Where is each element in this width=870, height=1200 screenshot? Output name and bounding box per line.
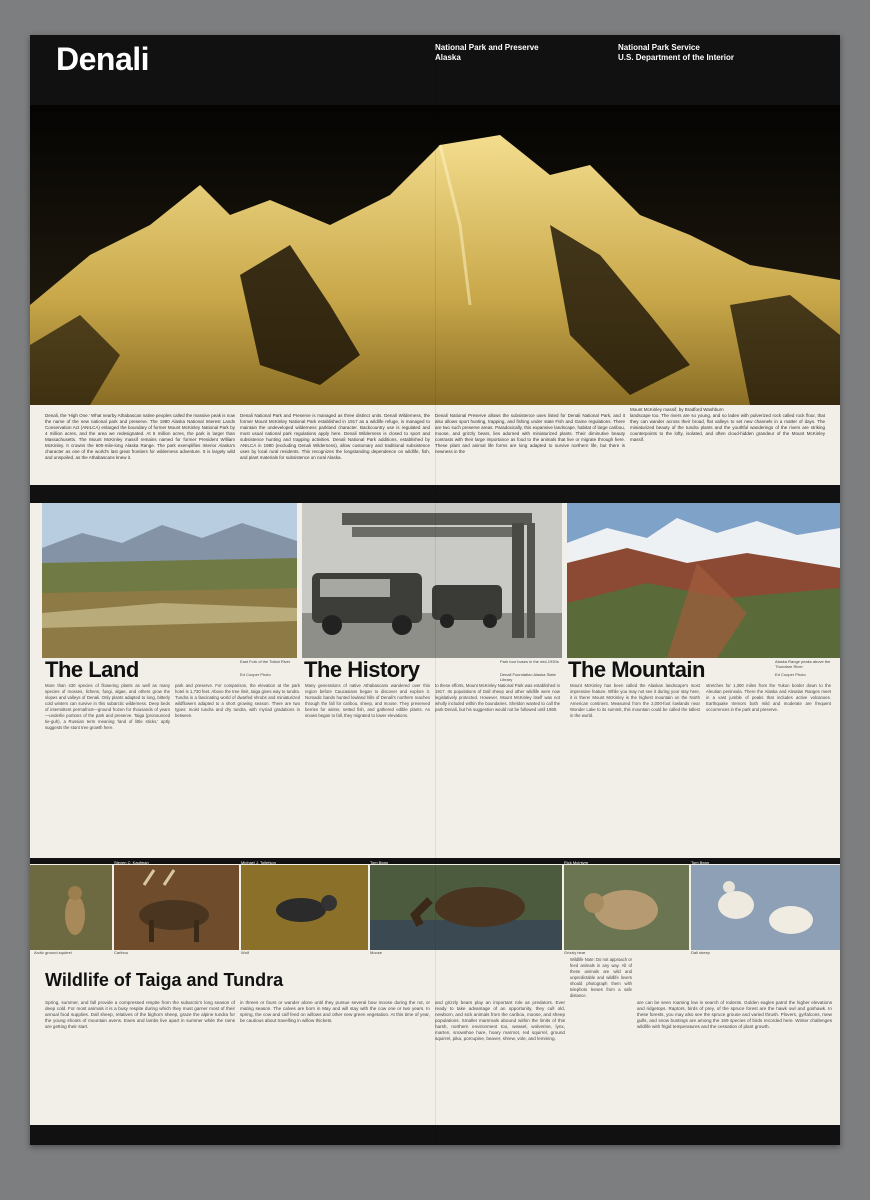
photo-credit: Ed Cooper Photo <box>240 672 271 677</box>
wildlife-photo-credit: Rick McIntyre <box>564 860 589 865</box>
intro-column: landscape too. The rivers are so young, and so laden with pulverized rock called rock flour, that they can wander across their broad, flat valleys to set new channels in a matter of days. The miniaturized beauty of the tundra plants and the youthful wanderings of the rivers are striking counterpoints to the lofty, isolated, and often cloud-hidden grandeur of the Mount McKinley massif. <box>630 413 825 442</box>
wildlife-title: Wildlife of Taiga and Tundra <box>45 970 284 990</box>
wildlife-photo-credit: Steven C. Kaufman <box>114 860 149 865</box>
grizzly-photo <box>564 865 689 950</box>
wildlife-photo-label: Arctic ground squirrel <box>34 950 72 955</box>
wildlife-photo-label: Moose <box>370 950 383 955</box>
photo-caption: Park tour buses in the mid-1930s <box>500 659 559 664</box>
mountain-column: stretches for 1,300 miles from the Yukon border down to the Aleutian peninsula. There the Alaska and Aleutian Ranges meet in a vast jumble of peaks that includes active volcanoes. Earthquake tremors both mild and moderate are frequent occurrences in the park and preserve. <box>706 683 831 712</box>
wildlife-column: and grizzly bears play an important role as predators. Ever ready to take advantage of an opportunity, they cull old, newborn, and sick animals from the caribou, moose, and sheep populations. Smaller mammals abound within the limits of this harsh, northern environment too, weasel, wolverine, lynx, marten, snowshoe hare, hoary marmot, red squirrel, ground squirrel, pika, porcupine, beaver, shrew, vole, and lemming. <box>435 1000 565 1041</box>
wolf-photo <box>241 865 368 950</box>
photo-credit: Ed Cooper Photo <box>775 672 806 677</box>
wildlife-photo-credit: Michael J. Tollefson <box>241 860 276 865</box>
wildlife-column: in threes or fours or wander alone until they pursue several bow moose during the rut, or mating season. The calves are born in May and will stay with the cow one or two years. In spring, the cow and calf feed on willows and other new green vegetation. At this time of year, be cautious about travelling in willow thickets. <box>240 1000 430 1023</box>
subtitle-line: Alaska <box>435 53 461 62</box>
dall-sheep-photo <box>691 865 840 950</box>
photo-caption: Alaska Range peaks above the Thorofare River <box>775 659 831 669</box>
wildlife-column: Spring, summer, and fall provide a compressed respite from the subarctic's long season of deep cold. For most animals it is a busy respite during which they must garner most of their annual food supplies. Dall sheep, relatives of the bighorn sheep, graze the alpine tundra for the young shoots of mountain avens. Ewes and lambs live apart in summer while the rams are getting their start. <box>45 1000 235 1029</box>
moose-photo <box>370 865 562 950</box>
agency-line: National Park Service <box>618 43 700 52</box>
agency-line: U.S. Department of the Interior <box>618 53 735 62</box>
history-column: to these efforts, Mount McKinley National Park was established in 1917. Its populations of Dall sheep and other wildlife were now legislatively protected. However, Mount McKinley itself was not wholly included within the boundaries. Sheldon wanted to call the park Denali, but his suggestion would not be followed until 1980. <box>435 683 560 712</box>
intro-column: Denali National Park and Preserve is managed as three distinct units. Denali Wilderness, the former Mount McKinley National Park established in 1917 as a wildlife refuge, is managed to maintain the undeveloped wilderness parkland character. Backcountry use is regulated and most usual national park regulations apply here. Denali Wilderness is closed to sport and subsistence hunting and trapping activities. Denali National Park additions, established by ANILCA in 1980 (excluding Denali Wilderness), allow customary and traditional subsistence uses by local rural residents. This recognizes the longstanding dependence on wildlife, fish, and plant materials for subsistence on rural Alaska. <box>240 413 430 460</box>
subtitle-line: National Park and Preserve <box>435 43 539 52</box>
section-title-history: The History <box>304 657 420 682</box>
land-column: More than 430 species of flowering plants as well as many species of mosses, lichens, fungi, algae, and others grow the slopes and valleys of Denali. Only plants adapted to long, bitterly cold winters can survive in this subarctic wilderness. Deep beds of intermittent permafrost—ground frozen for thousands of years—underlie portions of the park and preserve. Taiga (pronounced tie-guh), a Russian term meaning 'land of little sticks,' aptly suggests the stunt tree growth here. <box>45 683 170 730</box>
photo-caption: East Fork of the Toklat River <box>240 659 291 664</box>
wildlife-photo-label: Grizzly bear <box>564 950 586 955</box>
agency-label <box>618 43 734 63</box>
wildlife-photo-credit: Tom Bean <box>691 860 710 865</box>
wildlife-photo-label: Caribou <box>114 950 129 955</box>
land-photo <box>42 503 297 658</box>
ground-squirrel-photo <box>30 865 112 950</box>
hero-caption: Mount McKinley massif, by Bradford Washburn <box>630 407 724 412</box>
intro-column: Denali, the 'High One.' What nearby Athabascan native peoples called the massive peak is now the name of the new national park and preserve. The 1980 Alaska National Interest Lands Conservation Act (ANILCA) enlarged the boundary of former Mount McKinley National Park by 4 million acres, and the area we redesignated. At 6 million acres, the park is larger than Massachusetts. The Mount McKinley massif remains named for former President William McKinley. It crowns the 600-mile-long Alaska Range. The park exemplifies Interior Alaska's character as one of the world's last great frontiers for wilderness adventure. It is largely wild and unspoiled, as the Athabascans knew it. <box>45 413 235 460</box>
brochure-sheet <box>30 35 840 1145</box>
mountain-column: Mount McKinley has been called the Alaskan landscape's most impressive feature. While you may not see it during your stay here, it is there! Mount McKinley is the highest mountain on the North American continent. Measured from the 2,000-foot lowlands near Wonder Lake to its summit, this mountain could be called the tallest in the world. <box>570 683 700 718</box>
wildlife-note: Wildlife Note: Do not approach or feed animals in any way. All of these animals are wild and unpredictable and wildlife lovers should photograph them with telephoto lenses from a safe distance. <box>570 957 632 998</box>
fold-line <box>435 35 436 1145</box>
wildlife-column: are can be seen roaming low in search of rodents. Golden eagles patrol the higher elevations and ridgetops. Raptors, birds of prey, of the spruce forest are the hawk owl and goshawk. In these forests, you may also see the spruce grouse and varied thrush. Plovers, gyrfalcons, mew gulls, and snow buntings are among the 159 species of birds recorded here. Winter challenges wildlife with frigid temperatures and the cessation of plant growth. <box>637 1000 832 1029</box>
intro-column: Denali National Preserve allows the subsistence uses listed for Denali National Park, and it also allows sport hunting, trapping, and fishing under state Fish and Game regulations. There are two such preserve areas. Paradoxically, this expansive landscape, habitat of large caribou, moose, and grizzly bears, lies adorned with miniaturized plants. Their diminutive beauty contrasts with their large importance as food to the animals that live or migrate through here. These plant and animal life forms are long adapted to survive northern life, but there is newness in the <box>435 413 625 454</box>
wildlife-photo-credit: Tom Bean <box>370 860 389 865</box>
page-title: Denali <box>56 41 150 77</box>
history-photo <box>302 503 562 658</box>
park-subtitle <box>435 43 539 63</box>
mountain-photo <box>567 503 840 658</box>
section-title-land: The Land <box>45 657 139 682</box>
history-column: Many generations of native Athabascans wandered over this region before Caucasians began to discover and explore it. Nomadic bands hunted lowland hills of Denali's northern reaches through the fall for caribou, sheep, and moose. They preserved berries for winter, netted fish, and gathered edible plants. As snows began to fall, they migrated to lower elevations. <box>305 683 430 718</box>
caribou-photo <box>114 865 239 950</box>
land-column: park and preserve. For comparison, the elevation at the park hotel is 1,730 feet. Above the tree limit, taiga gives way to tundra. Tundra is a fascinating world of dwarfed shrubs and miniaturized wildflowers adapted to a short growing season. There are two types: moist tundra and dry tundra, with myriad gradations in between. <box>175 683 300 718</box>
wildlife-photo-label: Dall sheep <box>691 950 710 955</box>
wildlife-photo-label: Wolf <box>241 950 249 955</box>
photo-credit: Denali Foundation Alaska State Library <box>500 672 556 682</box>
section-title-mountain: The Mountain <box>568 657 705 682</box>
